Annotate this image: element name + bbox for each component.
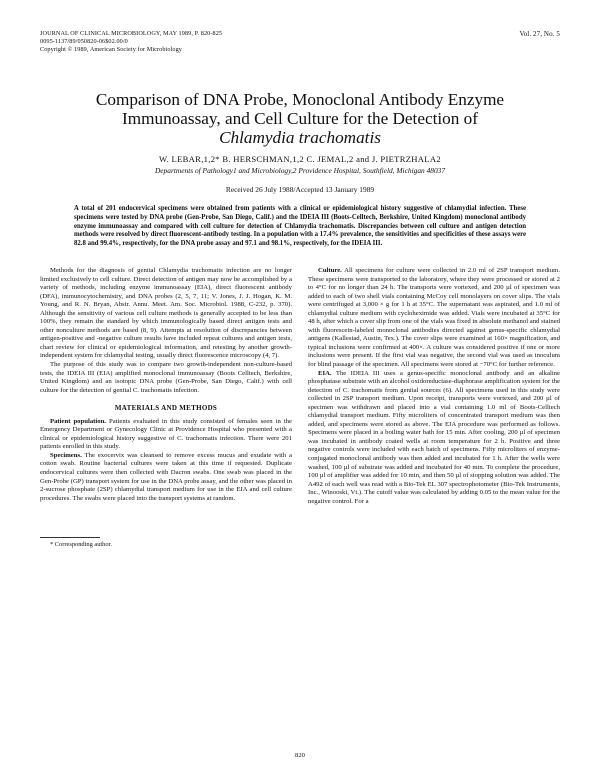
patient-population-heading: Patient population. bbox=[50, 417, 106, 425]
eia-heading: EIA. bbox=[318, 369, 332, 377]
copyright-line: Copyright © 1989, American Society for Microbiology bbox=[40, 46, 182, 53]
eia-text: The IDEIA III uses a genus-specific monoclonal antibody and an alkaline phosphatase substrate with an alcohol oxidoreductase-diaphorase amplification system for the detection of C. trachomatis from genital sources (6). All specimens used in this study were collected in 2SP transport medium. Upon receipt, transports were vortexed, and 200 µl of specimen was withdrawn and placed into a vial containing 1.0 ml of Boots-Celltech chlamydial transport medium. Fifty microliters of concentrated transport medium was then added, and specimens were stored as above. The EIA procedure was performed as follows. Specimens were placed in a boiling water bath for 15 min. After cooling, 200 µl of specimen was incubated in antibody coated wells at room temperature for 2 h. Positive and three negative controls were included with each batch of specimens. Fifty microliters of enzyme-conjugated monoclonal antibody was then added and incubated for 1 h. After the wells were washed, 100 µl of substrate was added and incubated for 40 min. To complete the procedure, 100 µl of amplifier was added for 10 min, and then 50 µl of stopping solution was added. The A492 of each well was read with a Bio-Tek EL 307 spectrophotometer (Bio-Tek Instruments, Inc., Winooski, Vt.). The cutoff value was calculated by adding 0.05 to the mean value for the negative control. For a bbox=[308, 369, 560, 505]
intro-paragraph-1: Methods for the diagnosis of genital Chlamydia trachomatis infection are no longer limited exclusively to cell culture. Direct detection of antigen may now be accomplished by a variety of methods, including enzyme immunoassay (EIA), direct fluorescent antibody (DFA), immunocytochemistry, and DNA probes (2, 5, 7, 11; V. Jones, J. J. Hogan, K. M. Young, and R. N. Bryan, Abstr. Annu. Meet. Am. Soc. Microbiol. 1988, C-232, p. 370). Although the sensitivity of various cell culture methods is generally accepted to be less than 100%, they remain the standard by which immunologically based direct antigen tests and other nonculture methods are based (8, 9). Attempts at resolution of discrepancies between antigen-positive and -negative culture results have included repeat cultures and antigen tests, chart review for clinical or epidemiological information, and retesting by another growth-independent system for chlamydial testing, usually direct fluorescence microscopy (4, 7). bbox=[40, 266, 292, 360]
patient-population-text: Patients evaluated in this study consisted of females seen in the Emergency Department or Gynecology Clinic at Providence Hospital who presented with a clinical or epidemiological history suggestive of C. trachomatis infection. There were 201 patients enrolled in this study. bbox=[40, 417, 292, 451]
article-title bbox=[40, 90, 560, 147]
section-heading-methods: MATERIALS AND METHODS bbox=[114, 404, 218, 413]
volume-issue: Vol. 27, No. 5 bbox=[519, 30, 560, 38]
specimens-text: The exocervix was cleansed to remove excess mucus and exudate with a cotton swab. Routine bacterial cultures were taken at this time if requested. Duplicate endocervical cultures were then collected with Dacron swabs. One swab was placed in the Gen-Probe (GP) transport system for use in the DNA probe assay, and the other was placed in 2-sucrose phosphate (2SP) chlamydial transport medium for use in the EIA and cell culture procedures. The swabs were placed into the transport systems at random. bbox=[40, 451, 292, 502]
patient-population-paragraph bbox=[40, 418, 292, 452]
abstract: A total of 201 endocervical specimens were obtained from patients with a clinical or epidemiological history suggestive of chlamydial infection. These specimens were tested by DNA probe (Gen-Probe, San Diego, Calif.) and the IDEIA III (Boots-Celltech, Berkshire, United Kingdom) monoclonal antibody enzyme immunoassay and compared with cell culture for detection of Chlamydia trachomatis. Discrepancies between cell culture and antigen detection methods were resolved by direct fluorescent-antibody testing. In a population with a 17.4% prevalence, the sensitivities and specificities of these assays were 82.8 and 99.4%, respectively, for the DNA probe assay and 97.1 and 98.1%, respectively, for the IDEIA III. bbox=[74, 205, 526, 248]
right-column bbox=[308, 267, 560, 550]
corresponding-author-footnote: * Corresponding author. bbox=[50, 541, 112, 549]
received-dates: Received 26 July 1988/Accepted 13 January 1989 bbox=[225, 185, 375, 194]
specimens-paragraph bbox=[40, 452, 292, 503]
page-number: 820 bbox=[295, 752, 305, 759]
issn-line: 0095-1137/89/050820-06$02.00/0 bbox=[40, 38, 128, 45]
specimens-heading: Specimens. bbox=[50, 451, 82, 459]
culture-paragraph bbox=[308, 267, 560, 370]
left-column bbox=[40, 267, 292, 550]
intro-paragraph-2: The purpose of this study was to compare two growth-independent non-culture-based tests, the IDEIA III (EIA) amplified monoclonal immunoassay (Boots Celltech, Berkshire, United Kingdom) and an isotopic DNA probe (Gen-Probe, San Diego, Calif.) with cell culture for the detection of genital C. trachomatis infection. bbox=[40, 361, 292, 394]
author-affiliations: Departments of Pathology1 and Microbiology,2 Providence Hospital, Southfield, Michigan 48037 bbox=[154, 166, 446, 175]
author-list: W. LEBAR,1,2* B. HERSCHMAN,1,2 C. JEMAL,2 and J. PIETRZHALA2 bbox=[159, 154, 441, 164]
culture-text: All specimens for culture were collected in 2.0 ml of 2SP transport medium. These specimens were transported to the laboratory, where they were processed or stored at 2 to 4°C for no longer than 24 h. The transports were vortexed, and 200 µl of specimen was added to each of two shell vials containing McCoy cell monolayers on cover slips. The vials were centrifuged at 3,000 × g for 1 h at 35°C. The supernatant was aspirated, and 1.0 ml of chlamydial culture medium with cycloheximide was added. Vials were incubated at 35°C for 48 h, after which a cover slip from one of the vials was fixed in absolute methanol and stained with fluorescein-labeled monoclonal antibodies directed against genus-specific chlamydial antigens (Kallestad, Austin, Tex.). The cover slips were examined at 160× magnification, and typical inclusions were confirmed at 400×. A culture was considered positive if one or more inclusions were present. If the first vial was negative, the second vial was used as inoculum for blind passage of the specimen. All specimens were stored at −70°C for further reference. bbox=[308, 266, 561, 368]
running-head bbox=[40, 30, 560, 54]
title-line-3: Chlamydia trachomatis bbox=[219, 128, 381, 147]
footnote-divider bbox=[40, 537, 100, 538]
eia-paragraph bbox=[308, 370, 560, 507]
culture-heading: Culture. bbox=[318, 266, 342, 274]
body-columns bbox=[40, 267, 560, 550]
header-left bbox=[40, 30, 222, 54]
title-line-1: Comparison of DNA Probe, Monoclonal Antibody Enzyme bbox=[95, 90, 505, 109]
journal-citation: JOURNAL OF CLINICAL MICROBIOLOGY, MAY 1989, P. 820-825 bbox=[40, 30, 223, 37]
title-line-2: Immunoassay, and Cell Culture for the Detection of bbox=[122, 109, 478, 128]
